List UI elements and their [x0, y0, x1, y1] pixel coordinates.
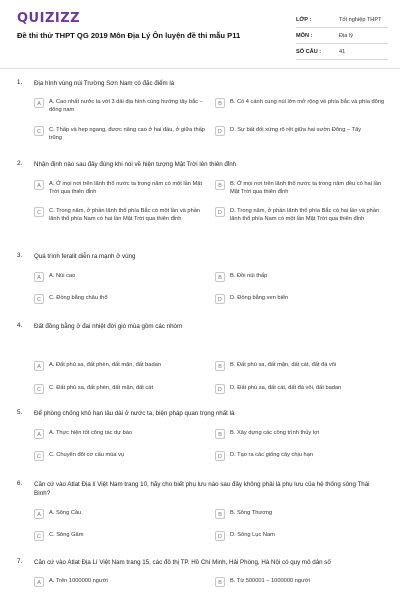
option-text: C. Sông Gâm [49, 532, 84, 538]
option-text: C. Đồng bằng châu thổ [49, 295, 108, 301]
option-text: C. Chuyển đổi cơ cấu mùa vụ [49, 452, 125, 458]
option-letter-box: D [215, 531, 225, 541]
option-text: A. Sông Cầu [49, 510, 82, 516]
answer-option-c[interactable] [34, 384, 209, 394]
answer-option-b[interactable] [215, 509, 385, 519]
question-number: 2. [17, 160, 23, 167]
option-letter-box: B [215, 429, 225, 439]
answer-option-d[interactable] [215, 451, 385, 461]
option-letter-box: C [34, 451, 44, 461]
meta-table [296, 12, 388, 60]
option-letter-box: C [34, 384, 44, 394]
meta-label: LỚP : [296, 16, 312, 23]
answer-option-b[interactable] [215, 180, 385, 197]
option-text: C. Đất phù sa, đất phèn, đất mặn, đất cát [49, 385, 154, 391]
option-letter-box: B [215, 509, 225, 519]
option-letter-box: A [34, 272, 44, 282]
answer-option-c[interactable] [34, 531, 209, 541]
option-letter-box: D [215, 294, 225, 304]
option-letter-box: A [34, 577, 44, 587]
question-number: 6. [17, 480, 23, 487]
option-letter-box: A [34, 509, 44, 519]
option-letter-box: B [215, 361, 225, 371]
option-text: B. Đất phù sa, đất mặn, đất cát, đất đá vôi [230, 362, 337, 368]
answer-option-c[interactable] [34, 126, 209, 143]
answer-option-d[interactable] [215, 294, 385, 304]
worksheet-header [0, 0, 400, 70]
option-letter-box: C [34, 207, 44, 217]
question-number: 4. [17, 322, 23, 329]
option-text: D. Đồng bằng ven biển [230, 295, 289, 301]
option-text: A. Núi cao [49, 273, 76, 279]
option-letter-box: C [34, 294, 44, 304]
answer-option-d[interactable] [215, 384, 390, 394]
answer-option-c[interactable] [34, 451, 209, 461]
option-text: B. Ở mọi nơi trên lãnh thổ nước ta trong năm đều có hai lần Mặt Trời qua thiên đỉnh [230, 181, 382, 196]
question-number: 5. [17, 409, 23, 416]
option-text: B. Xây dựng các công trình thủy lợi [230, 430, 320, 436]
option-text: D. Sông Lục Nam [230, 532, 275, 538]
option-text: B. Đồi núi thấp [230, 273, 268, 279]
option-text: C. Trong năm, ở phần lãnh thổ phía Bắc có một lần và phần lãnh thổ phía Nam có hai lần Mặt Trời qua thiên đỉnh [49, 208, 201, 223]
quizizz-logo: QUIZIZZ [17, 11, 81, 26]
option-text: A. Cao nhất nước ta với 3 dải địa hình cùng hướng tây bắc – đông nam [49, 99, 203, 114]
question-number: 3. [17, 252, 23, 259]
answer-option-a[interactable] [34, 509, 209, 519]
option-text: B. Có 4 cánh cung núi lớn mở rộng về phía bắc và phía đông [230, 99, 385, 105]
option-letter-box: B [215, 272, 225, 282]
answer-option-a[interactable] [34, 180, 209, 197]
answer-option-a[interactable] [34, 272, 209, 282]
answer-option-a[interactable] [34, 98, 209, 115]
question-text: Địa hình vùng núi Trường Sơn Nam có đặc điểm là [34, 80, 175, 87]
answer-option-d[interactable] [215, 207, 385, 224]
answer-option-c[interactable] [34, 294, 209, 304]
option-letter-box: C [34, 126, 44, 136]
meta-row-subject [296, 28, 388, 44]
option-text: D. Sự bất đối xứng rõ rệt giữa hai sườn Đông – Tây [230, 127, 362, 133]
option-letter-box: D [215, 384, 225, 394]
option-text: C. Thấp và hẹp ngang, được nâng cao ở hai đầu, ở giữa thấp trũng [49, 127, 205, 142]
option-letter-box: C [34, 531, 44, 541]
option-text: A. Ở mọi nơi trên lãnh thổ nước ta trong năm có một lần Mặt Trời qua thiên đỉnh [49, 181, 203, 196]
answer-option-a[interactable] [34, 361, 209, 371]
question-number: 1. [17, 79, 23, 86]
page-title: Đề thi thử THPT QG 2019 Môn Địa Lý Ôn luyện đề thi mẫu P11 [17, 31, 241, 40]
answer-option-a[interactable] [34, 577, 209, 587]
answer-option-b[interactable] [215, 429, 385, 439]
option-text: D. Trong năm, ở phần lãnh thổ phía Bắc có hai lần và phần lãnh thổ phía Nam có một lần Mặt Trời qua thiên đỉnh [230, 208, 380, 223]
option-letter-box: D [215, 451, 225, 461]
answer-option-b[interactable] [215, 361, 390, 371]
option-letter-box: B [215, 98, 225, 108]
header-divider [0, 68, 400, 69]
answer-option-b[interactable] [215, 272, 385, 282]
option-text: A. Đất phù sa, đất phèn, đất mặn, đất badan [49, 362, 161, 368]
meta-value: Địa lý [339, 32, 353, 39]
meta-row-count [296, 44, 388, 60]
meta-value: Tốt nghiệp THPT [339, 16, 382, 23]
option-text: B. Từ 500001 – 1000000 người [230, 578, 310, 584]
option-text: D. Đất phù sa, đất cát, đất đá vôi, đất badan [230, 385, 342, 391]
question-text: Đất đồng bằng ở đai nhiệt đới gió mùa gồm các nhóm [34, 323, 183, 330]
meta-value: 41 [339, 48, 346, 55]
question-text: Quá trình feralit diễn ra mạnh ở vùng [34, 253, 136, 260]
option-letter-box: A [34, 429, 44, 439]
answer-option-d[interactable] [215, 531, 385, 541]
question-text: Căn cứ vào Atlat Địa lí Việt Nam trang 10, hãy cho biết phụ lưu nào sau đây không phải là phụ lưu của hệ thống sông Thái Bình? [34, 481, 370, 497]
option-letter-box: A [34, 361, 44, 371]
answer-option-b[interactable] [215, 98, 385, 108]
answer-option-b[interactable] [215, 577, 385, 587]
answer-option-c[interactable] [34, 207, 209, 224]
option-letter-box: A [34, 98, 44, 108]
option-text: A. Thực hiện tốt công tác dự báo [49, 430, 133, 436]
question-text: Nhận định nào sau đây đúng khi nói về hiện tượng Mặt Trời lên thiên đỉnh [34, 161, 237, 168]
meta-label: MÔN : [296, 32, 313, 39]
option-letter-box: D [215, 126, 225, 136]
option-text: B. Sông Thương [230, 510, 273, 516]
option-letter-box: D [215, 207, 225, 217]
option-letter-box: B [215, 180, 225, 190]
question-text: Để phòng chống khô hạn lâu dài ở nước ta, biện pháp quan trọng nhất là [34, 410, 235, 417]
question-text: Căn cứ vào Atlat Địa Lí Việt Nam trang 15, các đô thị TP. Hồ Chí Minh, Hải Phòng, Hà Nội có quy mô dân số [34, 559, 331, 566]
question-number: 7. [17, 558, 23, 565]
option-text: D. Tạo ra các giống cây chịu hạn [230, 452, 314, 458]
answer-option-d[interactable] [215, 126, 390, 136]
answer-option-a[interactable] [34, 429, 209, 439]
option-text: A. Trên 1000000 người [49, 578, 108, 584]
option-letter-box: A [34, 180, 44, 190]
option-letter-box: B [215, 577, 225, 587]
meta-label: SỐ CÂU : [296, 48, 322, 55]
meta-row-class [296, 12, 388, 28]
